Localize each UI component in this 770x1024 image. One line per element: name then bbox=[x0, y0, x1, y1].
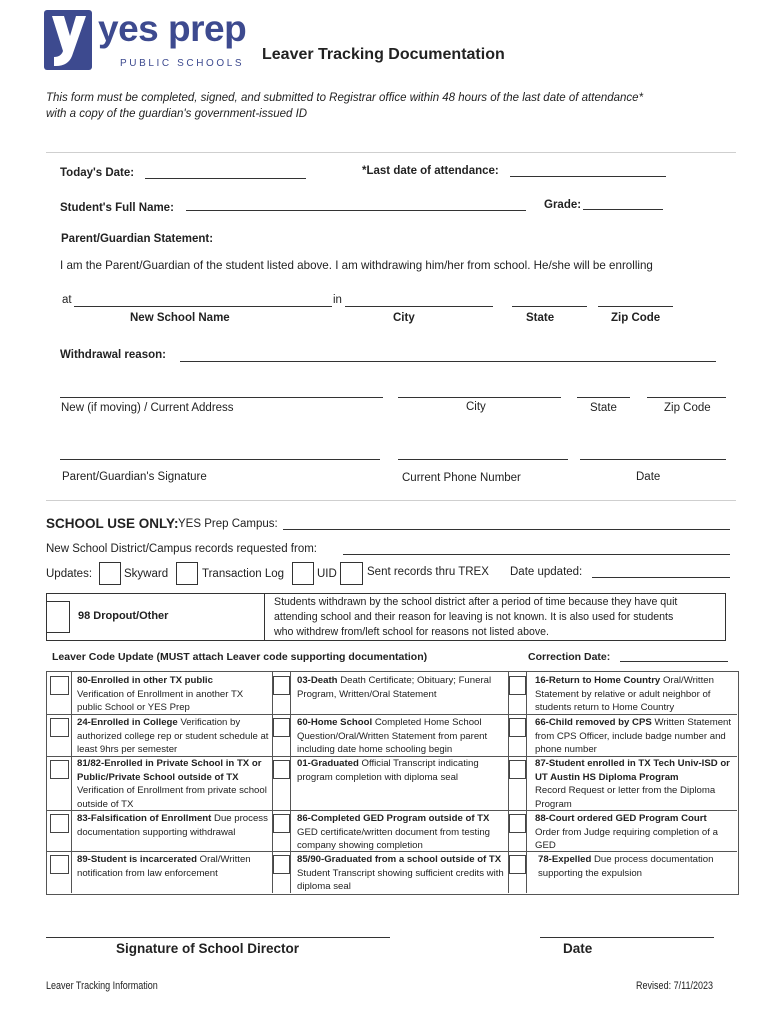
code-title: 16-Return to Home Country bbox=[535, 675, 661, 686]
campus-label: YES Prep Campus: bbox=[178, 518, 278, 530]
code-title: 83-Falsification of Enrollment bbox=[77, 813, 212, 824]
director-signature-caption: Signature of School Director bbox=[116, 941, 300, 956]
date-updated-field[interactable] bbox=[592, 577, 730, 578]
signature-field[interactable] bbox=[60, 459, 380, 460]
code-title: 81/82-Enrolled in Private School in TX or Public/Private School outside of TX bbox=[77, 758, 262, 783]
logo-wordmark: yes prep bbox=[98, 8, 247, 49]
code-cell bbox=[535, 674, 733, 715]
address-zip-field[interactable] bbox=[647, 397, 726, 398]
code-cell bbox=[538, 853, 733, 880]
phone-caption: Current Phone Number bbox=[402, 472, 521, 484]
dropout-desc-2: attending school and their reason for leaving is not known. It is also used for students bbox=[274, 611, 674, 623]
code-desc: Completed Home School Question/Oral/Written Statement from parent including date home schooling begin bbox=[297, 717, 488, 756]
page-title: Leaver Tracking Documentation bbox=[262, 46, 505, 63]
dropout-checkbox[interactable] bbox=[46, 601, 70, 633]
withdrawal-label: Withdrawal reason: bbox=[60, 349, 166, 361]
sign-date-caption: Date bbox=[636, 471, 661, 483]
statement-label: Parent/Guardian Statement: bbox=[61, 233, 214, 245]
code-cell bbox=[535, 812, 733, 853]
date-updated-label: Date updated: bbox=[510, 566, 583, 578]
dropout-desc-1: Students withdrawn by the school district after a period of time because they have quit bbox=[274, 596, 678, 608]
code-checkbox-85-90[interactable] bbox=[273, 855, 290, 874]
table-divider bbox=[71, 672, 72, 893]
code-desc: Student Transcript showing sufficient credits with diploma seal bbox=[297, 867, 504, 893]
dropout-desc-3: who withdrew from/left school for reasons not listed above. bbox=[274, 626, 549, 638]
campus-field[interactable] bbox=[283, 529, 730, 530]
address-city-field[interactable] bbox=[398, 397, 561, 398]
city-caption: City bbox=[393, 312, 415, 324]
in-label: in bbox=[333, 294, 342, 306]
new-school-field[interactable] bbox=[74, 306, 332, 307]
code-title: 89-Student is incarcerated bbox=[77, 854, 197, 865]
code-checkbox-89[interactable] bbox=[50, 855, 69, 874]
director-date-field[interactable] bbox=[540, 937, 714, 938]
code-desc: Verification of Enrollment in another TX public School or YES Prep bbox=[77, 688, 244, 714]
code-desc: Verification of Enrollment from private school outside of TX bbox=[77, 785, 267, 810]
code-desc: Oral/Written notification from law enforcement bbox=[77, 854, 251, 879]
code-cell bbox=[297, 674, 505, 701]
code-title: 24-Enrolled in College bbox=[77, 717, 178, 728]
signature-caption: Parent/Guardian's Signature bbox=[62, 471, 207, 483]
zip-caption: Zip Code bbox=[611, 312, 661, 324]
code-checkbox-83[interactable] bbox=[50, 814, 69, 833]
code-cell bbox=[77, 674, 269, 715]
records-field[interactable] bbox=[343, 554, 730, 555]
updates-label: Updates: bbox=[46, 568, 93, 580]
table-divider bbox=[290, 672, 291, 893]
code-desc: GED certificate/written document from testing company showing completion bbox=[297, 826, 491, 852]
code-desc: Death Certificate; Obituary; Funeral Program, Written/Oral Statement bbox=[297, 675, 492, 700]
transaction-checkbox[interactable] bbox=[176, 562, 198, 585]
leaver-update-heading: Leaver Code Update (MUST attach Leaver code supporting documentation) bbox=[52, 651, 428, 663]
code-title: 86-Completed GED Program outside of TX bbox=[297, 813, 490, 824]
code-checkbox-24[interactable] bbox=[50, 718, 69, 737]
student-name-field[interactable] bbox=[186, 210, 526, 211]
code-title: 01-Graduated bbox=[297, 758, 359, 769]
instructions-line-2: with a copy of the guardian's government-issued ID bbox=[46, 108, 308, 120]
code-desc: Official Transcript indicating program completion with diploma seal bbox=[297, 758, 479, 783]
correction-date-label: Correction Date: bbox=[528, 651, 611, 663]
code-desc: Due process documentation supporting withdrawal bbox=[77, 813, 268, 838]
records-label: New School District/Campus records requested from: bbox=[46, 543, 317, 555]
address-field[interactable] bbox=[60, 397, 383, 398]
code-checkbox-81-82[interactable] bbox=[50, 760, 69, 779]
code-cell bbox=[77, 853, 269, 880]
table-divider bbox=[526, 672, 527, 893]
director-date-caption: Date bbox=[563, 941, 593, 956]
correction-date-field[interactable] bbox=[620, 661, 728, 662]
code-title: 85/90-Graduated from a school outside of TX bbox=[297, 854, 502, 865]
grade-label: Grade: bbox=[544, 199, 582, 211]
code-desc: Oral/Written Statement by relative or adult neighbor of students return to Home Country bbox=[535, 675, 714, 714]
code-desc: Record Request or letter from the Diploma Program bbox=[535, 785, 716, 810]
todays-date-field[interactable] bbox=[145, 178, 306, 179]
grade-field[interactable] bbox=[583, 209, 663, 210]
code-cell bbox=[297, 812, 505, 853]
code-checkbox-03[interactable] bbox=[273, 676, 290, 695]
skyward-label: Skyward bbox=[124, 568, 169, 580]
code-cell bbox=[77, 757, 269, 811]
trex-checkbox[interactable] bbox=[340, 562, 363, 585]
transaction-label: Transaction Log bbox=[202, 568, 285, 580]
code-desc: Written Statement from CPS Officer, include badge number and phone number bbox=[535, 717, 732, 756]
code-title: 78-Expelled bbox=[538, 854, 592, 865]
code-cell bbox=[297, 757, 505, 784]
code-checkbox-88[interactable] bbox=[509, 814, 526, 833]
code-title: 80-Enrolled in other TX public bbox=[77, 675, 213, 686]
statement-text: I am the Parent/Guardian of the student listed above. I am withdrawing him/her from school. He/she will be enrolling bbox=[60, 259, 653, 272]
state-caption: State bbox=[526, 312, 555, 324]
code-checkbox-80[interactable] bbox=[50, 676, 69, 695]
student-name-label: Student's Full Name: bbox=[60, 202, 174, 214]
code-title: 66-Child removed by CPS bbox=[535, 717, 652, 728]
trex-label: Sent records thru TREX bbox=[367, 566, 489, 578]
code-cell bbox=[297, 853, 505, 894]
code-checkbox-01[interactable] bbox=[273, 760, 290, 779]
code-title: 87-Student enrolled in TX Tech Univ-ISD or UT Austin HS Diploma Program bbox=[535, 758, 730, 783]
at-label: at bbox=[62, 294, 72, 306]
footer-right: Revised: 7/11/2023 bbox=[636, 980, 714, 992]
city-field[interactable] bbox=[345, 306, 493, 307]
code-checkbox-60[interactable] bbox=[273, 718, 290, 737]
uid-checkbox[interactable] bbox=[292, 562, 314, 585]
code-checkbox-78[interactable] bbox=[509, 855, 526, 874]
code-checkbox-86[interactable] bbox=[273, 814, 290, 833]
code-desc: Order from Judge requiring completion of a GED bbox=[535, 826, 718, 852]
logo-subtitle: PUBLIC SCHOOLS bbox=[120, 58, 245, 69]
state-field[interactable] bbox=[512, 306, 587, 307]
todays-date-label: Today's Date: bbox=[60, 167, 135, 179]
code-checkbox-87[interactable] bbox=[509, 760, 526, 779]
code-cell bbox=[535, 757, 733, 811]
code-cell bbox=[77, 716, 269, 757]
last-attendance-label: *Last date of attendance: bbox=[362, 165, 499, 177]
yesprep-logo-mark bbox=[44, 10, 92, 70]
director-signature-field[interactable] bbox=[46, 937, 390, 938]
new-school-caption: New School Name bbox=[130, 312, 230, 324]
dropout-code: 98 Dropout/Other bbox=[78, 610, 169, 622]
phone-field[interactable] bbox=[398, 459, 568, 460]
uid-label: UID bbox=[317, 568, 337, 580]
code-title: 60-Home School bbox=[297, 717, 373, 728]
code-title: 03-Death bbox=[297, 675, 338, 686]
code-cell bbox=[297, 716, 505, 757]
address-zip-caption: Zip Code bbox=[664, 402, 711, 414]
last-attendance-field[interactable] bbox=[510, 176, 666, 177]
code-cell bbox=[77, 812, 269, 839]
zip-field[interactable] bbox=[598, 306, 673, 307]
sign-date-field[interactable] bbox=[580, 459, 726, 460]
code-cell bbox=[535, 716, 733, 757]
address-caption: New (if moving) / Current Address bbox=[61, 402, 234, 414]
address-state-caption: State bbox=[590, 402, 617, 414]
address-city-caption: City bbox=[466, 401, 486, 413]
instructions-line-1: This form must be completed, signed, and submitted to Registrar office within 48 hours of the last date of attendance* bbox=[46, 92, 644, 104]
address-state-field[interactable] bbox=[577, 397, 630, 398]
school-use-heading: SCHOOL USE ONLY: bbox=[46, 516, 179, 531]
yesprep-logo bbox=[44, 10, 259, 72]
code-desc: Verification by authorized college rep or student schedule at least 9hrs per semester bbox=[77, 717, 269, 756]
withdrawal-field[interactable] bbox=[180, 361, 716, 362]
code-checkbox-66[interactable] bbox=[509, 718, 526, 737]
code-desc: Due process documentation supporting the expulsion bbox=[538, 854, 714, 879]
code-title: 88-Court ordered GED Program Court bbox=[535, 813, 707, 824]
code-checkbox-16[interactable] bbox=[509, 676, 526, 695]
skyward-checkbox[interactable] bbox=[99, 562, 121, 585]
footer-left: Leaver Tracking Information bbox=[46, 980, 158, 992]
